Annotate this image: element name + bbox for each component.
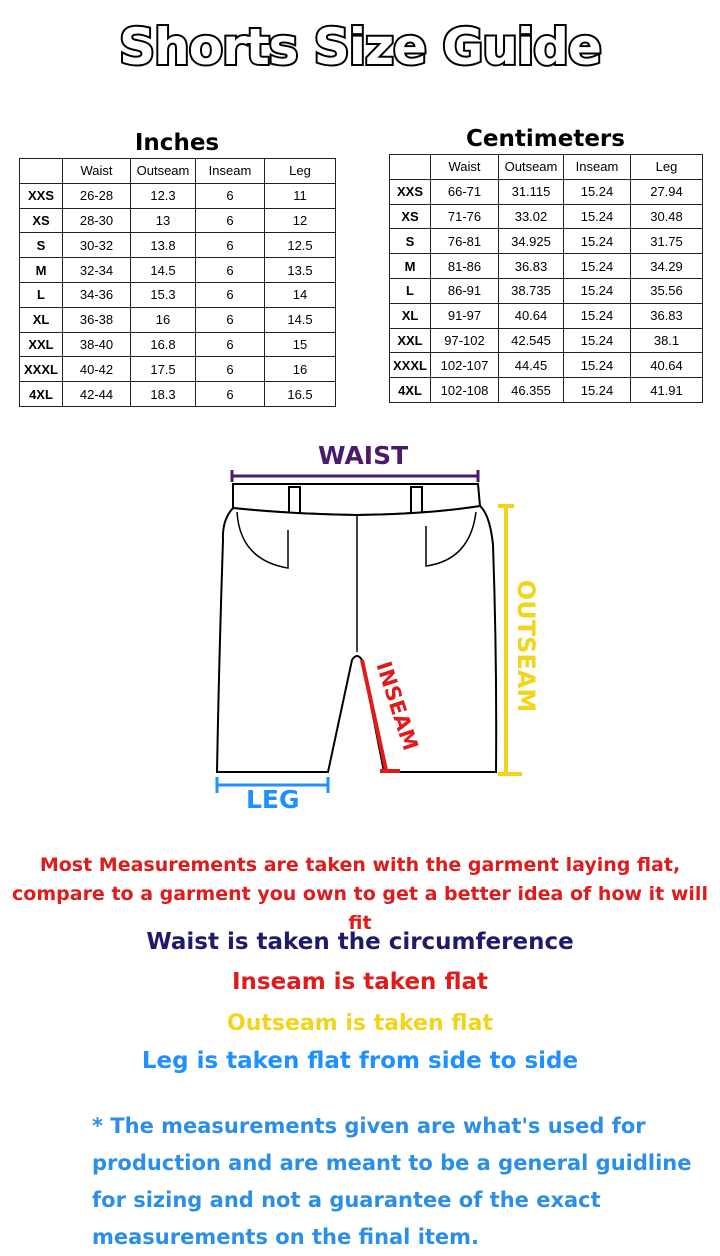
inches-table: [19, 158, 336, 407]
column-header: Inseam: [196, 159, 265, 184]
page-title: Shorts Size Guide: [119, 18, 601, 76]
waist-label: WAIST: [318, 441, 409, 470]
table-cell: 76-81: [431, 229, 499, 254]
table-cell: 12.3: [131, 183, 196, 208]
table-cell: 6: [196, 258, 265, 283]
table-cell: 15.3: [131, 282, 196, 307]
table-cell: 15.24: [564, 254, 631, 279]
inches-size-table: [19, 128, 335, 407]
column-header: [390, 155, 431, 180]
table-cell: 40.64: [631, 353, 703, 378]
table-cell: 17.5: [131, 357, 196, 382]
table-cell: 15.24: [564, 378, 631, 403]
inseam-label: INSEAM: [371, 658, 423, 754]
table-cell: 32-34: [63, 258, 131, 283]
disclaimer-line: production and are meant to be a general guidline: [92, 1151, 692, 1175]
table-cell: 91-97: [431, 303, 499, 328]
table-cell: 15.24: [564, 204, 631, 229]
measurement-note: [0, 851, 720, 938]
table-row: [20, 307, 336, 332]
table-cell: 14: [265, 282, 336, 307]
table-cell: 71-76: [431, 204, 499, 229]
table-row: [390, 328, 703, 353]
table-cell: 81-86: [431, 254, 499, 279]
table-cell: 16.8: [131, 332, 196, 357]
leg-note: Leg is taken flat from side to side: [141, 1048, 579, 1074]
table-cell: 13.8: [131, 233, 196, 258]
size-cell: XS: [390, 204, 431, 229]
table-cell: 31.75: [631, 229, 703, 254]
table-cell: 15.24: [564, 179, 631, 204]
column-header: Inseam: [564, 155, 631, 180]
table-cell: 42.545: [499, 328, 564, 353]
table-cell: 13: [131, 208, 196, 233]
table-cell: 15.24: [564, 278, 631, 303]
size-cell: XXS: [390, 179, 431, 204]
inches-header-row: [20, 159, 336, 184]
table-cell: 31.115: [499, 179, 564, 204]
disclaimer-line: for sizing and not a guarantee of the exact: [92, 1188, 601, 1212]
table-cell: 44.45: [499, 353, 564, 378]
table-cell: 11: [265, 183, 336, 208]
table-row: [390, 254, 703, 279]
table-cell: 66-71: [431, 179, 499, 204]
size-cell: S: [20, 233, 63, 258]
table-row: [390, 303, 703, 328]
outseam-note: Outseam is taken flat: [227, 1011, 493, 1036]
inches-table-body: [20, 183, 336, 406]
size-cell: 4XL: [20, 382, 63, 407]
disclaimer: [92, 1108, 692, 1256]
table-row: [20, 258, 336, 283]
table-cell: 42-44: [63, 382, 131, 407]
size-cell: XXL: [390, 328, 431, 353]
table-cell: 33.02: [499, 204, 564, 229]
table-cell: 6: [196, 332, 265, 357]
table-cell: 6: [196, 282, 265, 307]
waist-note: Waist is taken the circumference: [146, 929, 574, 955]
size-cell: XL: [390, 303, 431, 328]
outseam-label: OUTSEAM: [512, 579, 540, 713]
table-cell: 18.3: [131, 382, 196, 407]
table-cell: 30.48: [631, 204, 703, 229]
centimeters-size-table: [389, 124, 702, 403]
table-row: [20, 183, 336, 208]
table-row: [390, 378, 703, 403]
size-cell: XXL: [20, 332, 63, 357]
table-cell: 35.56: [631, 278, 703, 303]
table-cell: 6: [196, 183, 265, 208]
table-cell: 14.5: [265, 307, 336, 332]
table-row: [20, 208, 336, 233]
table-cell: 16: [131, 307, 196, 332]
table-cell: 12: [265, 208, 336, 233]
size-cell: M: [20, 258, 63, 283]
size-cell: L: [20, 282, 63, 307]
table-cell: 28-30: [63, 208, 131, 233]
column-header: Leg: [265, 159, 336, 184]
table-row: [20, 282, 336, 307]
table-cell: 15.24: [564, 303, 631, 328]
table-cell: 102-108: [431, 378, 499, 403]
table-cell: 26-28: [63, 183, 131, 208]
table-cell: 15.24: [564, 229, 631, 254]
size-cell: XS: [20, 208, 63, 233]
table-cell: 16.5: [265, 382, 336, 407]
inches-table-heading: Inches: [134, 130, 220, 156]
table-cell: 34.925: [499, 229, 564, 254]
table-cell: 102-107: [431, 353, 499, 378]
measurement-note-line-2: compare to a garment you own to get a better idea of how it will fit: [12, 883, 708, 934]
table-cell: 34.29: [631, 254, 703, 279]
size-cell: 4XL: [390, 378, 431, 403]
size-cell: XXS: [20, 183, 63, 208]
disclaimer-line: * The measurements given are what's used for: [92, 1114, 646, 1138]
table-cell: 46.355: [499, 378, 564, 403]
table-cell: 36.83: [631, 303, 703, 328]
table-cell: 6: [196, 233, 265, 258]
centimeters-table-body: [390, 179, 703, 402]
table-cell: 38-40: [63, 332, 131, 357]
table-row: [20, 332, 336, 357]
column-header: Leg: [631, 155, 703, 180]
table-cell: 6: [196, 208, 265, 233]
shorts-illustration: [0, 430, 720, 830]
measurement-note-line-1: Most Measurements are taken with the garment laying flat,: [39, 854, 681, 876]
table-cell: 15: [265, 332, 336, 357]
column-header: Outseam: [131, 159, 196, 184]
size-cell: XL: [20, 307, 63, 332]
table-cell: 6: [196, 382, 265, 407]
table-row: [20, 357, 336, 382]
disclaimer-line: measurements on the final item.: [92, 1225, 480, 1249]
table-cell: 16: [265, 357, 336, 382]
table-cell: 6: [196, 307, 265, 332]
leg-label: LEG: [246, 785, 300, 814]
table-cell: 34-36: [63, 282, 131, 307]
table-cell: 30-32: [63, 233, 131, 258]
table-row: [390, 229, 703, 254]
shorts-diagram: [0, 430, 720, 830]
table-cell: 14.5: [131, 258, 196, 283]
size-cell: XXXL: [390, 353, 431, 378]
size-cell: M: [390, 254, 431, 279]
table-cell: 40-42: [63, 357, 131, 382]
table-row: [390, 179, 703, 204]
centimeters-table-heading: Centimeters: [466, 126, 625, 152]
table-cell: 41.91: [631, 378, 703, 403]
table-cell: 40.64: [499, 303, 564, 328]
table-cell: 15.24: [564, 353, 631, 378]
centimeters-table: [389, 154, 703, 403]
size-cell: L: [390, 278, 431, 303]
table-cell: 97-102: [431, 328, 499, 353]
size-cell: S: [390, 229, 431, 254]
table-cell: 15.24: [564, 328, 631, 353]
table-cell: 36.83: [499, 254, 564, 279]
table-row: [390, 278, 703, 303]
column-header: Waist: [63, 159, 131, 184]
inseam-note: Inseam is taken flat: [231, 969, 489, 995]
column-header: Waist: [431, 155, 499, 180]
column-header: [20, 159, 63, 184]
table-row: [390, 204, 703, 229]
column-header: Outseam: [499, 155, 564, 180]
table-cell: 86-91: [431, 278, 499, 303]
table-cell: 38.1: [631, 328, 703, 353]
table-cell: 13.5: [265, 258, 336, 283]
size-cell: XXXL: [20, 357, 63, 382]
table-cell: 27.94: [631, 179, 703, 204]
table-cell: 6: [196, 357, 265, 382]
table-cell: 38.735: [499, 278, 564, 303]
centimeters-header-row: [390, 155, 703, 180]
table-cell: 12.5: [265, 233, 336, 258]
table-row: [20, 382, 336, 407]
table-row: [20, 233, 336, 258]
table-row: [390, 353, 703, 378]
table-cell: 36-38: [63, 307, 131, 332]
